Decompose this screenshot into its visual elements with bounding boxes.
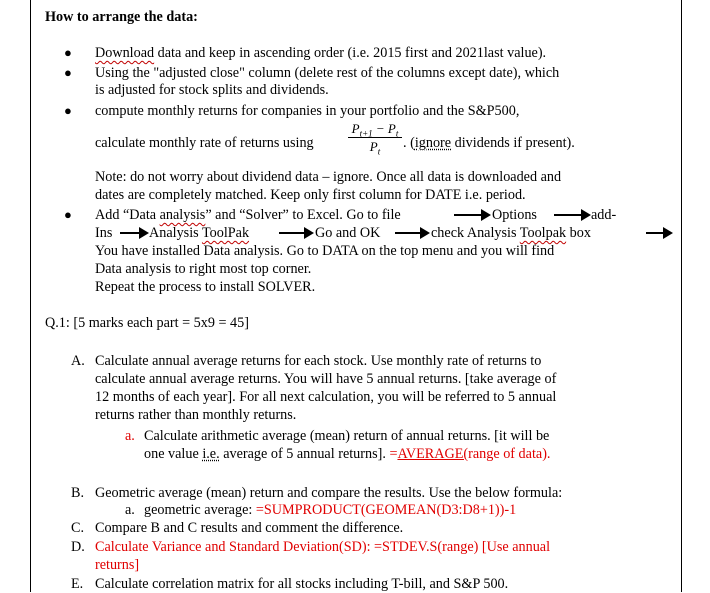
item-a-line3: 12 months of each year]. For all next calculation, you will be referred to 5 annual [95, 389, 557, 405]
item-label-b: B. [71, 485, 85, 501]
formula-numerator: $P_{t+1} - P_t$ [351, 121, 399, 139]
arrow-right-icon [644, 226, 674, 240]
fraction-bar [348, 137, 402, 138]
page-title: How to arrange the data: [45, 9, 198, 25]
item-e-line1: Calculate correlation matrix for all stocks including T-bill, and S&P 500. [95, 576, 509, 592]
bullet-add-line1: Add “Data analysis” and “Solver” to Excel. Go to file [95, 207, 401, 223]
bullet-dot: ● [64, 207, 72, 222]
bullet-add-line5: Repeat the process to install SOLVER. [95, 279, 316, 295]
bullet-download-text: data and keep in ascending order (i.e. 2015 first and 2021last value). [154, 45, 547, 61]
check-toolpak-label: check Analysis Toolpak box [431, 225, 591, 241]
arrow-right-icon [118, 226, 150, 240]
ignore-note: . (ignore dividends if present). [403, 135, 575, 151]
arrow-right-icon [277, 226, 315, 240]
bullet-add-line4: Data analysis to right most top corner. [95, 261, 312, 277]
arrow-right-icon [393, 226, 431, 240]
note-line1: Note: do not worry about dividend data – ignore. Once all data is downloaded and [95, 169, 562, 185]
item-a-line2: calculate annual average returns. You will have 5 annual returns. [take average of [95, 371, 557, 387]
item-b-line1: Geometric average (mean) return and compare the results. Use the below formula: [95, 485, 563, 501]
return-formula [348, 121, 402, 157]
note-line2: dates are completely matched. Keep only first column for DATE i.e. period. [95, 187, 526, 203]
arrow-right-icon [452, 208, 492, 222]
bullet-add-line3: You have installed Data analysis. Go to DATA on the top menu and you will find [95, 243, 555, 259]
add-label: add- [591, 207, 617, 223]
bullet-dot: ● [64, 45, 72, 60]
bullet-adjusted-line1: Using the "adjusted close" column (delete rest of the columns except date), which [95, 65, 560, 81]
item-c-line1: Compare B and C results and comment the difference. [95, 520, 404, 536]
item-label-d: D. [71, 539, 85, 555]
item-a-line4: returns rather than monthly returns. [95, 407, 297, 423]
bullet-dot: ● [64, 65, 72, 80]
item-label-e: E. [71, 576, 84, 592]
bullet-compute-line1: compute monthly returns for companies in your portfolio and the S&P500, [95, 103, 520, 119]
bullet-adjusted-line2: is adjusted for stock splits and dividends. [95, 82, 329, 98]
geometric-formula: geometric average: =SUMPRODUCT(GEOMEAN(D3:D8+1))-1 [144, 502, 517, 518]
subitem-a-line2: one value i.e. average of 5 annual returns]. =AVERAGE(range of data). [144, 446, 551, 462]
ins-label: Ins [95, 225, 113, 241]
item-label-a: A. [71, 353, 85, 369]
bullet-dot: ● [64, 103, 72, 118]
arrow-right-icon [552, 208, 592, 222]
go-ok-label: Go and OK [315, 225, 381, 241]
bullet-compute-line2: calculate monthly rate of returns using [95, 135, 314, 151]
options-label: Options [492, 207, 537, 223]
formula-denominator: $P_t$ [369, 139, 381, 157]
item-d-line2: returns] [95, 557, 140, 573]
item-label-c: C. [71, 520, 85, 536]
bullet-download [95, 44, 546, 62]
item-d-line1: Calculate Variance and Standard Deviation(SD): =STDEV.S(range) [Use annual [95, 539, 551, 555]
question-title: Q.1: [5 marks each part = 5x9 = 45] [45, 315, 249, 331]
item-a-line1: Calculate annual average returns for each stock. Use monthly rate of returns to [95, 353, 542, 369]
download-word: Download [95, 45, 155, 61]
subitem-label-b-a: a. [125, 502, 135, 518]
subitem-label-a: a. [125, 428, 135, 444]
analysis-toolpak-label: Analysis ToolPak [149, 225, 250, 241]
subitem-a-line1: Calculate arithmetic average (mean) return of annual returns. [it will be [144, 428, 550, 444]
